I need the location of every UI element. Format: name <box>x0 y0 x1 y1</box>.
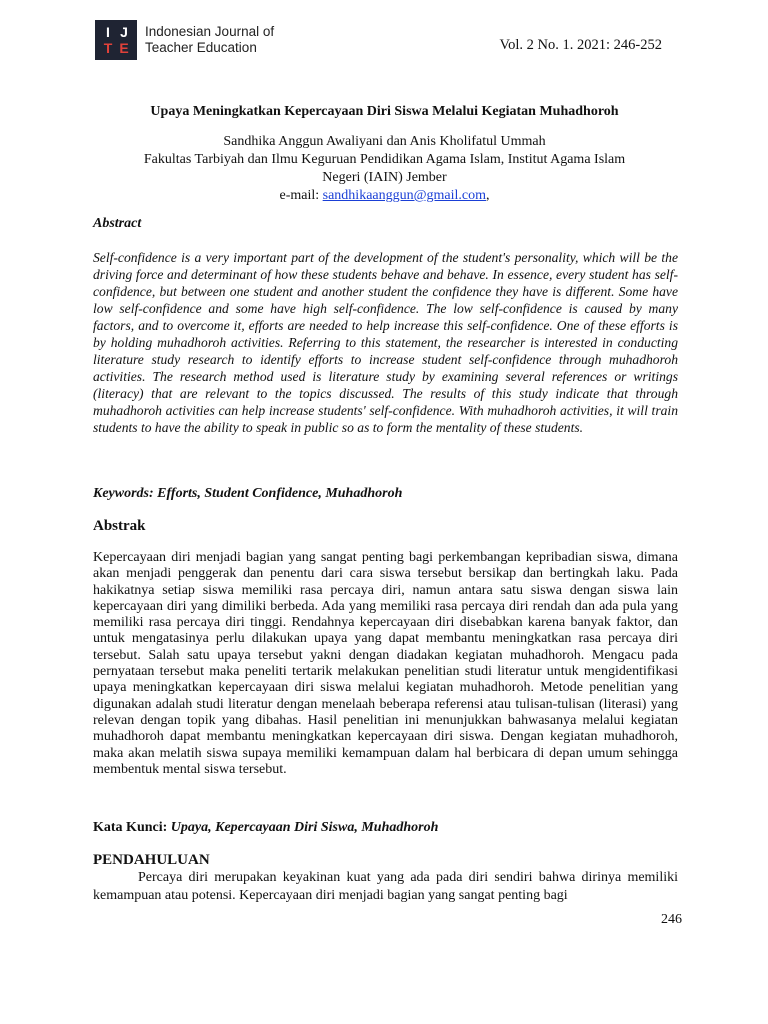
kata-kunci-label: Kata Kunci: <box>93 820 171 835</box>
kata-kunci <box>93 820 438 836</box>
logo-letter-t: T <box>103 40 113 56</box>
affiliation-line1: Fakultas Tarbiyah dan Ilmu Keguruan Pendidikan Agama Islam, Institut Agama Islam <box>143 152 626 167</box>
keywords-en: Keywords: Efforts, Student Confidence, Muhadhoroh <box>93 486 403 501</box>
email-line <box>93 187 676 205</box>
email-label: e-mail: <box>279 188 323 203</box>
section-heading-pendahuluan: PENDAHULUAN <box>93 852 210 868</box>
abstrak-heading: Abstrak <box>93 518 146 534</box>
abstrak-text: Kepercayaan diri menjadi bagian yang sangat penting bagi perkembangan kepribadian siswa, dimana akan menjadi penggerak dan penentu dari cara siswa tersebut bersikap dan bertingkah laku. Pada hakikatnya setiap siswa memiliki rasa percaya diri, namun antara satu siswa dengan siswa lain kepercayaan diri yang dimiliki berbeda. Ada yang memiliki rasa percaya diri rendah dan ada pula yang memiliki rasa percaya diri tinggi. Rendahnya kepercayaan diri disebabkan karena banyak faktor, dan untuk mengatasinya perlu dilakukan upaya yang dapat membantu meningkatkan rasa percaya diri tersebut. Salah satu upaya tersebut yakni dengan diadakan kegiatan muhadhoroh. Mengacu pada pernyataan tersebut maka peneliti tertarik melakukan penelitian studi literatur untuk mengidentifikasi upaya meningkatkan kepercayaan diri siswa melalui kegiatan muhadhoroh. Metode penelitian yang digunakan adalah studi literatur dengan menelaah beberapa referensi atau tulisan-tulisan (literasi) yang relevan dengan topik yang dibahas. Hasil penelitian ini menunjukkan bahwasanya melalui kegiatan muhadhoroh dapat membantu meningkatkan kepercayaan diri siswa. Dengan kegiatan muhadhoroh, maka akan melatih siswa supaya memiliki kemampuan dalam hal berbicara di depan umum sehingga membentuk mental siswa tersebut. <box>93 550 678 777</box>
volume-info: Vol. 2 No. 1. 2021: 246-252 <box>499 37 662 53</box>
kata-kunci-values: Upaya, Kepercayaan Diri Siswa, Muhadhoroh <box>170 820 439 835</box>
article-title: Upaya Meningkatkan Kepercayaan Diri Siswa Melalui Kegiatan Muhadhoroh <box>150 104 619 119</box>
journal-name <box>145 24 274 56</box>
page-number: 246 <box>661 912 682 927</box>
intro-paragraph: Percaya diri merupakan keyakinan kuat yang ada pada diri sendiri bahwa dirinya memiliki kemampuan atau potensi. Kepercayaan diri menjadi bagian yang sangat penting bagi <box>93 870 678 903</box>
journal-name-line1: Indonesian Journal of <box>145 24 275 39</box>
email-link[interactable]: sandhikaanggun@gmail.com <box>322 188 486 203</box>
logo-letter-i: I <box>106 24 110 40</box>
logo-letter-j: J <box>120 24 128 40</box>
abstract-heading: Abstract <box>93 216 142 231</box>
journal-logo <box>95 20 137 60</box>
email-suffix: , <box>486 188 490 203</box>
affiliation-line2: Negeri (IAIN) Jember <box>322 170 447 185</box>
abstract-text: Self-confidence is a very important part of the development of the student's personality, which will be the driving force and determinant of how these students behave and behave. In essence, every student has self-confidence, but between one student and another student the confidence they have is different. Some have low self-confidence and some have high self-confidence. The low self-confidence is caused by many factors, and to overcome it, efforts are needed to help increase this self-confidence. One of these efforts is by holding muhadhoroh activities. Referring to this statement, the researcher is interested in conducting literature study research to identify efforts to increase student self-confidence through muhadhoroh activities. The research method used is literature study by examining several references or writings (literacy) that are relevant to the topics discussed. The results of this study indicate that through muhadhoroh activities can help increase students' self-confidence. With muhadhoroh activities, it will train students to have the ability to speak in public so as to form the mentality of these students. <box>93 250 678 435</box>
author-block <box>93 133 676 205</box>
author-names: Sandhika Anggun Awaliyani dan Anis Kholifatul Ummah <box>223 134 546 149</box>
journal-name-line2: Teacher Education <box>145 40 257 55</box>
logo-letter-e: E <box>119 40 129 56</box>
